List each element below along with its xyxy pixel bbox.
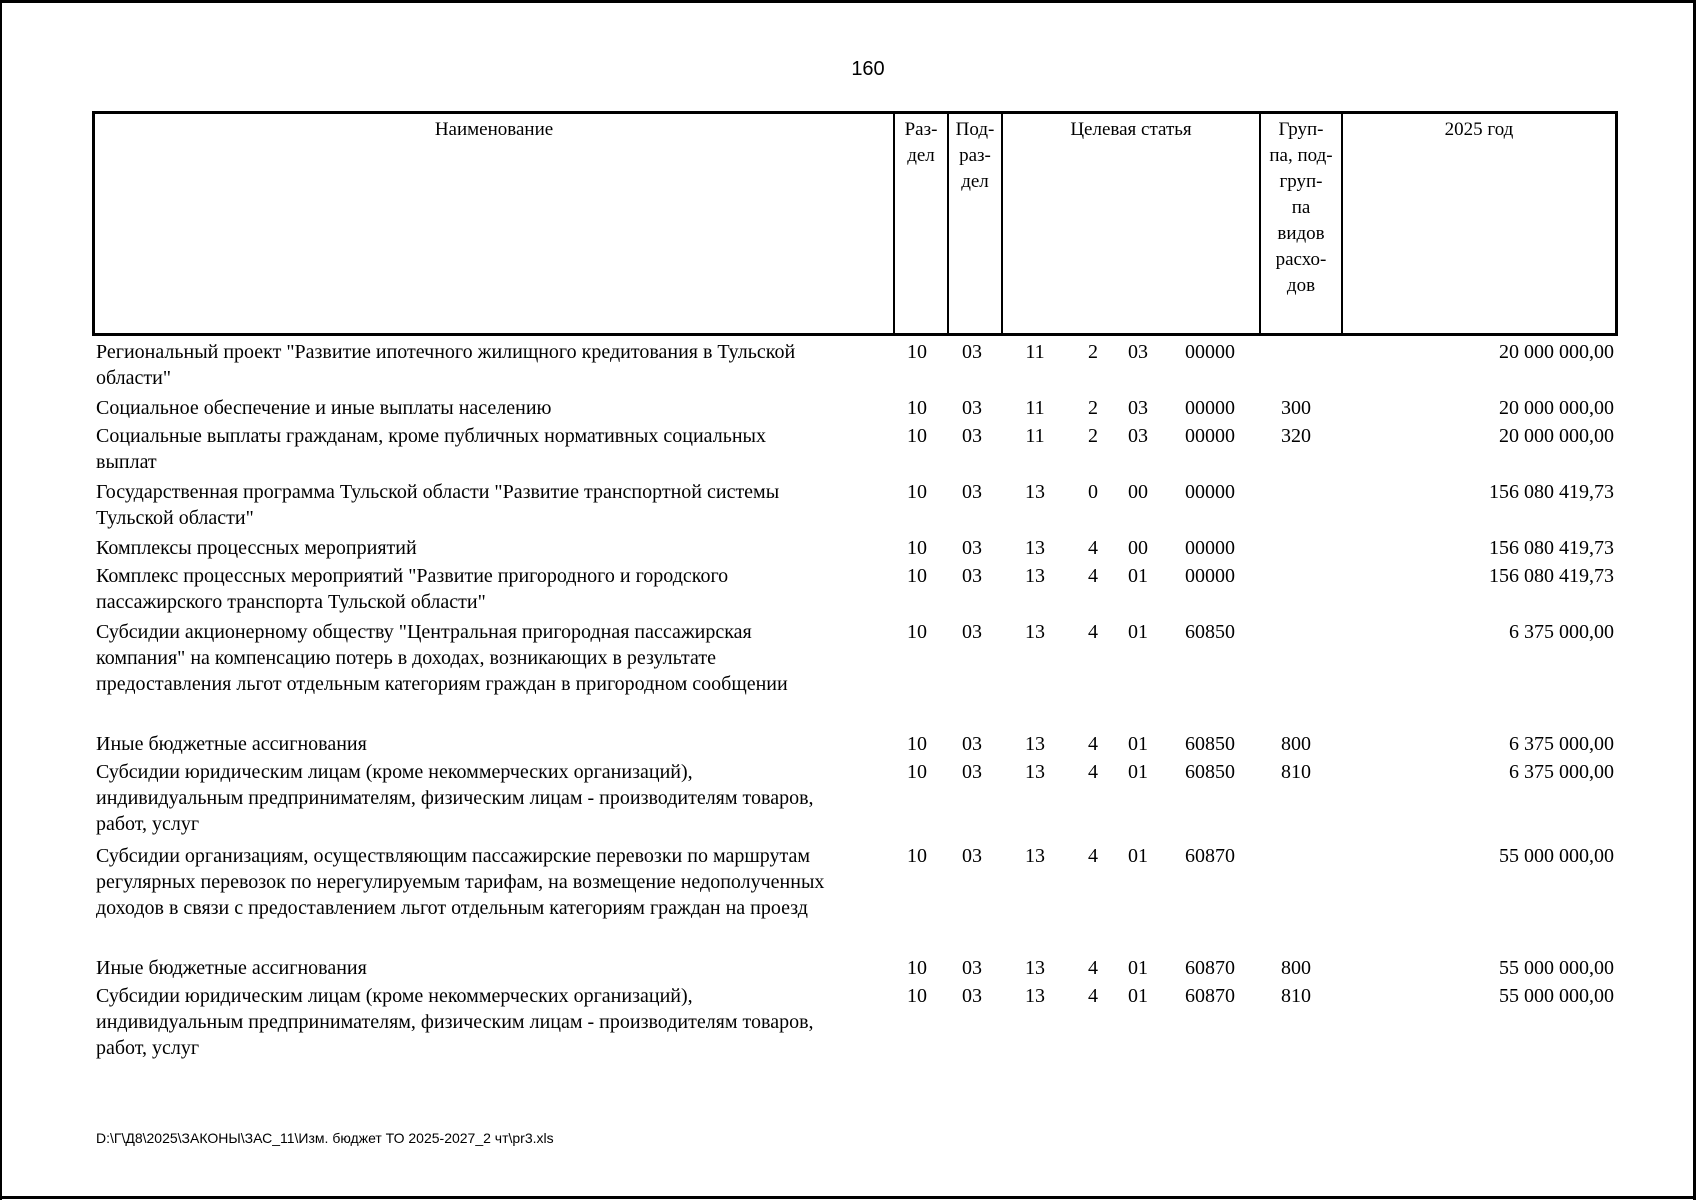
row-amount: 156 080 419,73 (1489, 565, 1614, 587)
row-podrazdel: 03 (962, 733, 982, 755)
row-name: Региональный проект "Развитие ипотечного жилищного кредитования в Тульской области" (96, 341, 796, 389)
row-target-subprogram: 2 (1088, 341, 1098, 363)
page-number: 160 (851, 58, 885, 80)
row-amount: 6 375 000,00 (1509, 761, 1614, 783)
row-target-code: 60850 (1185, 733, 1235, 755)
row-name: Социальные выплаты гражданам, кроме публичных нормативных социальных выплат (96, 425, 766, 473)
row-amount: 55 000 000,00 (1499, 845, 1614, 867)
header-target: Целевая статья (1070, 119, 1192, 140)
row-target-event: 00 (1128, 537, 1148, 559)
row-name: Иные бюджетные ассигнования (96, 957, 367, 979)
row-razdel: 10 (907, 537, 927, 559)
row-target-program: 13 (1025, 621, 1045, 643)
row-target-program: 13 (1025, 985, 1045, 1007)
row-razdel: 10 (907, 397, 927, 419)
row-target-program: 11 (1025, 341, 1045, 363)
row-target-code: 00000 (1185, 537, 1235, 559)
row-target-subprogram: 2 (1088, 425, 1098, 447)
header-group: Груп- па, под- груп- па видов расхо- дов (1269, 119, 1333, 296)
header-podrazdel: Под- раз- дел (955, 119, 995, 192)
row-target-code: 00000 (1185, 425, 1235, 447)
row-razdel: 10 (907, 845, 927, 867)
row-amount: 156 080 419,73 (1489, 481, 1614, 503)
row-target-program: 13 (1025, 845, 1045, 867)
row-razdel: 10 (907, 425, 927, 447)
row-group: 810 (1281, 761, 1311, 783)
row-target-event: 03 (1128, 341, 1148, 363)
row-target-subprogram: 4 (1088, 537, 1098, 559)
row-amount: 20 000 000,00 (1499, 397, 1614, 419)
row-target-code: 00000 (1185, 341, 1235, 363)
row-podrazdel: 03 (962, 425, 982, 447)
row-target-code: 60870 (1185, 985, 1235, 1007)
row-target-event: 03 (1128, 397, 1148, 419)
row-podrazdel: 03 (962, 845, 982, 867)
row-podrazdel: 03 (962, 957, 982, 979)
row-razdel: 10 (907, 565, 927, 587)
row-podrazdel: 03 (962, 621, 982, 643)
row-target-event: 01 (1128, 761, 1148, 783)
page-border-top (0, 0, 1696, 3)
row-target-subprogram: 4 (1088, 565, 1098, 587)
row-razdel: 10 (907, 761, 927, 783)
row-name: Иные бюджетные ассигнования (96, 733, 367, 755)
header-divider (1341, 114, 1343, 333)
row-target-program: 13 (1025, 565, 1045, 587)
row-podrazdel: 03 (962, 397, 982, 419)
row-name: Комплекс процессных мероприятий "Развитие пригородного и городского пассажирского транспорта Тульской области" (96, 565, 729, 613)
row-target-subprogram: 4 (1088, 985, 1098, 1007)
row-amount: 156 080 419,73 (1489, 537, 1614, 559)
row-razdel: 10 (907, 957, 927, 979)
row-target-program: 13 (1025, 481, 1045, 503)
row-target-event: 01 (1128, 845, 1148, 867)
header-year: 2025 год (1444, 119, 1514, 140)
row-amount: 55 000 000,00 (1499, 957, 1614, 979)
file-path: D:\Г\Д8\2025\ЗАКОНЫ\ЗАС_11\Изм. бюджет ТО 2025-2027_2 чт\pr3.xls (96, 1130, 554, 1146)
row-target-subprogram: 4 (1088, 845, 1098, 867)
row-amount: 20 000 000,00 (1499, 425, 1614, 447)
row-amount: 6 375 000,00 (1509, 733, 1614, 755)
row-podrazdel: 03 (962, 341, 982, 363)
row-name: Субсидии акционерному обществу "Центральная пригородная пассажирская компания" на компенсацию потерь в доходах, возникающих в результате предоставления льгот отдельным категориям граждан в пригородном сообщении (96, 621, 788, 695)
row-razdel: 10 (907, 733, 927, 755)
row-target-code: 00000 (1185, 565, 1235, 587)
row-target-event: 01 (1128, 733, 1148, 755)
row-podrazdel: 03 (962, 985, 982, 1007)
row-razdel: 10 (907, 341, 927, 363)
row-group: 300 (1281, 397, 1311, 419)
row-target-subprogram: 4 (1088, 761, 1098, 783)
row-target-subprogram: 4 (1088, 621, 1098, 643)
row-target-code: 00000 (1185, 481, 1235, 503)
row-name: Субсидии юридическим лицам (кроме некоммерческих организаций), индивидуальным предпринимателям, физическим лицам - производителям товаров, работ, услуг (96, 985, 814, 1059)
row-razdel: 10 (907, 481, 927, 503)
row-target-program: 11 (1025, 397, 1045, 419)
row-target-code: 00000 (1185, 397, 1235, 419)
row-amount: 55 000 000,00 (1499, 985, 1614, 1007)
row-name: Социальное обеспечение и иные выплаты населению (96, 397, 552, 419)
row-amount: 6 375 000,00 (1509, 621, 1614, 643)
row-podrazdel: 03 (962, 537, 982, 559)
row-target-event: 03 (1128, 425, 1148, 447)
row-amount: 20 000 000,00 (1499, 341, 1614, 363)
row-target-subprogram: 0 (1088, 481, 1098, 503)
row-target-code: 60850 (1185, 761, 1235, 783)
row-target-event: 00 (1128, 481, 1148, 503)
row-target-subprogram: 4 (1088, 733, 1098, 755)
table-header (92, 111, 1618, 336)
row-razdel: 10 (907, 621, 927, 643)
row-group: 800 (1281, 733, 1311, 755)
row-target-event: 01 (1128, 565, 1148, 587)
row-podrazdel: 03 (962, 481, 982, 503)
row-name: Субсидии организациям, осуществляющим пассажирские перевозки по маршрутам регулярных перевозок по нерегулируемым тарифам, на возмещение недополученных доходов в связи с предоставлением льгот отдельным категориям граждан на проезд (96, 845, 825, 919)
row-target-program: 13 (1025, 761, 1045, 783)
row-podrazdel: 03 (962, 565, 982, 587)
row-name: Комплексы процессных мероприятий (96, 537, 417, 559)
row-group: 810 (1281, 985, 1311, 1007)
row-target-event: 01 (1128, 957, 1148, 979)
row-target-code: 60870 (1185, 845, 1235, 867)
row-target-code: 60870 (1185, 957, 1235, 979)
page-border-left (0, 0, 2, 1200)
header-name: Наименование (434, 119, 554, 140)
header-razdel: Раз- дел (904, 119, 938, 166)
row-target-subprogram: 2 (1088, 397, 1098, 419)
row-target-code: 60850 (1185, 621, 1235, 643)
row-target-program: 13 (1025, 957, 1045, 979)
row-group: 320 (1281, 425, 1311, 447)
header-divider (1001, 114, 1003, 333)
row-target-event: 01 (1128, 621, 1148, 643)
row-name: Государственная программа Тульской области "Развитие транспортной системы Тульской области" (96, 481, 780, 529)
row-group: 800 (1281, 957, 1311, 979)
row-name: Субсидии юридическим лицам (кроме некоммерческих организаций), индивидуальным предпринимателям, физическим лицам - производителям товаров, работ, услуг (96, 761, 814, 835)
page-border-bottom (0, 1196, 1696, 1199)
row-target-program: 13 (1025, 733, 1045, 755)
row-target-program: 13 (1025, 537, 1045, 559)
row-podrazdel: 03 (962, 761, 982, 783)
row-target-program: 11 (1025, 425, 1045, 447)
row-target-subprogram: 4 (1088, 957, 1098, 979)
row-target-event: 01 (1128, 985, 1148, 1007)
row-razdel: 10 (907, 985, 927, 1007)
